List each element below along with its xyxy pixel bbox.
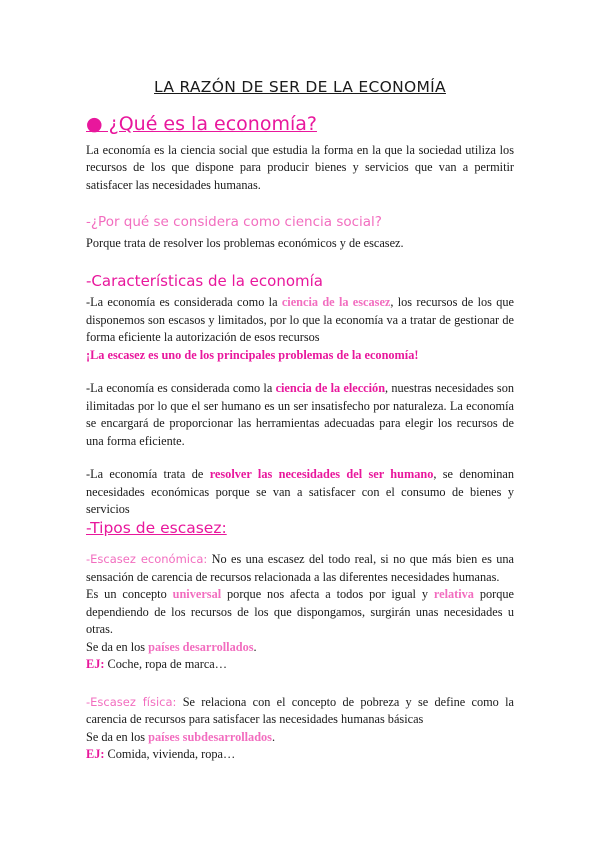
escasez-economica-text: [86, 551, 514, 586]
text-run: .: [271, 729, 276, 744]
highlight-necesidades: resolver las necesidades del ser humano: [209, 467, 434, 482]
escasez-fisica-donde: [86, 729, 514, 747]
text-run: No es una escasez del todo real, si no que más bien es una sensación de carencia de recursos relacionada a las diferentes necesidades humanas.: [86, 552, 515, 584]
text-run: Coche, ropa de marca…: [104, 657, 228, 672]
text-run: -La economía es considerada como la: [86, 381, 276, 396]
heading-tipos-escasez: -Tipos de escasez:: [86, 518, 227, 537]
highlight-paises-subdesarrollados: países subdesarrollados: [148, 729, 272, 744]
text-run: -La economía trata de: [86, 467, 210, 482]
text-run: porque dependiendo de los recursos de los que dispongamos, surgirán unas necesidades u otras.: [86, 587, 514, 637]
escasez-economica-donde: [86, 639, 514, 657]
highlight-eleccion: ciencia de la elección: [275, 381, 386, 396]
highlight-paises-desarrollados: países desarrollados: [148, 639, 254, 654]
ciencia-social-text: Porque trata de resolver los problemas económicos y de escasez.: [86, 235, 404, 250]
caracteristica-escasez: [86, 294, 514, 347]
escasez-economica-ejemplo: [86, 656, 514, 674]
text-run: -La economía es considerada como la: [86, 295, 282, 310]
caracteristica-necesidades: [86, 466, 514, 519]
escasez-economica-concepto: [86, 586, 514, 639]
escasez-fisica-ejemplo: [86, 746, 514, 764]
heading-caracteristicas: -Características de la economía: [86, 272, 323, 291]
page-title: LA RAZÓN DE SER DE LA ECONOMÍA: [154, 78, 446, 96]
text-run: , los recursos de los que disponemos son escasos y limitados, por lo que la economía va a tratar de gestionar de forma eficiente la autorización de esos recursos: [86, 295, 514, 345]
label-escasez-economica: -Escasez económica:: [86, 552, 208, 567]
emphasis-escasez: ¡La escasez es uno de los principales problemas de la economía!: [86, 347, 419, 362]
heading-ciencia-social: -¿Por qué se considera como ciencia social?: [86, 214, 382, 231]
text-run: Se da en los: [86, 729, 149, 744]
highlight-escasez: ciencia de la escasez: [281, 295, 391, 310]
highlight-universal: universal: [172, 587, 222, 602]
definition-text: La economía es la ciencia social que estudia la forma en la que la sociedad utiliza los recursos de los que dispone para producir bienes y servicios que van a permitir satisfacer las necesidades humanas.: [86, 142, 514, 192]
text-run: , nuestras necesidades son ilimitadas por lo que el ser humano es un ser insatisfecho por naturaleza. La economía se encargará de proporcionar las herramientas adecuadas para elegir los recursos de una forma eficiente.: [86, 381, 514, 448]
example-label: EJ:: [86, 657, 105, 672]
text-run: , se denominan necesidades económicas porque se van a satisfacer con el consumo de bienes y servicios: [86, 467, 514, 517]
heading-que-es: ● ¿Qué es la economía?: [86, 113, 317, 135]
label-escasez-fisica: -Escasez física:: [86, 694, 177, 709]
text-run: Se relaciona con el concepto de pobreza y se define como la carencia de recursos para satisfacer las necesidades humanas básicas: [86, 694, 514, 727]
text-run: .: [253, 639, 257, 654]
text-run: Se da en los: [86, 639, 149, 654]
text-run: Es un concepto: [86, 587, 173, 602]
highlight-relativa: relativa: [433, 587, 474, 602]
escasez-fisica-text: [86, 694, 514, 729]
example-label: EJ:: [86, 747, 105, 762]
caracteristica-eleccion: [86, 380, 514, 450]
text-run: porque nos afecta a todos por igual y: [221, 587, 434, 602]
text-run: Comida, vivienda, ropa…: [104, 747, 236, 762]
